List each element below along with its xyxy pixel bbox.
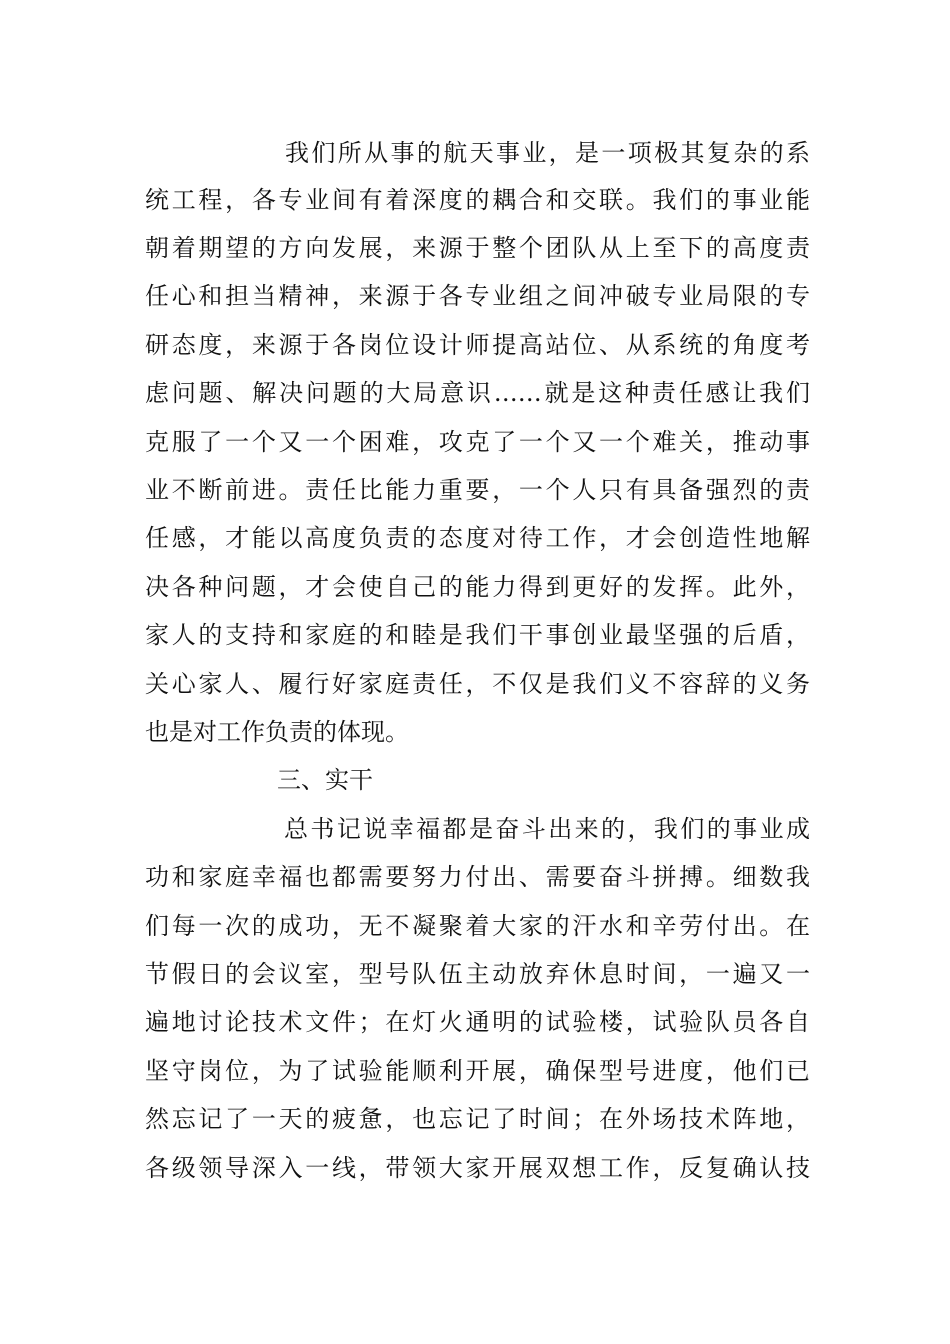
paragraph1-line-2: 统工程，各专业间有着深度的耦合和交联。我们的事业能 bbox=[145, 186, 810, 214]
paragraph1-line-13: 也是对工作负责的体现。 bbox=[145, 718, 409, 746]
paragraph2-line-5: 遍地讨论技术文件；在灯火通明的试验楼，试验队员各自 bbox=[145, 1008, 810, 1036]
paragraph1-line-12: 关心家人、履行好家庭责任，不仅是我们义不容辞的义务 bbox=[145, 670, 810, 698]
paragraph1-line-4: 任心和担当精神，来源于各专业组之间冲破专业局限的专 bbox=[145, 282, 810, 310]
paragraph1-line-1: 我们所从事的航天事业，是一项极其复杂的系 bbox=[285, 139, 810, 167]
paragraph2-line-4: 节假日的会议室，型号队伍主动放弃休息时间，一遍又一 bbox=[145, 960, 810, 988]
paragraph1-line-9: 任感，才能以高度负责的态度对待工作，才会创造性地解 bbox=[145, 524, 810, 552]
paragraph2-line-8: 各级领导深入一线，带领大家开展双想工作，反复确认技 bbox=[145, 1154, 810, 1182]
paragraph1-line-8: 业不断前进。责任比能力重要，一个人只有具备强烈的责 bbox=[145, 476, 810, 504]
paragraph2-line-1: 总书记说幸福都是奋斗出来的，我们的事业成 bbox=[284, 815, 810, 843]
paragraph2-line-2: 功和家庭幸福也都需要努力付出、需要奋斗拼搏。细数我 bbox=[145, 863, 810, 891]
paragraph1-line-11: 家人的支持和家庭的和睦是我们干事创业最坚强的后盾， bbox=[145, 621, 810, 649]
paragraph2-line-3: 们每一次的成功，无不凝聚着大家的汗水和辛劳付出。在 bbox=[145, 912, 810, 940]
paragraph1-line-3: 朝着期望的方向发展，来源于整个团队从上至下的高度责 bbox=[145, 234, 810, 262]
section-heading: 三、实干 bbox=[277, 766, 373, 794]
paragraph1-line-7: 克服了一个又一个困难，攻克了一个又一个难关，推动事 bbox=[145, 428, 810, 456]
paragraph1-line-5: 研态度，来源于各岗位设计师提高站位、从系统的角度考 bbox=[145, 331, 810, 359]
paragraph1-line-10: 决各种问题，才会使自己的能力得到更好的发挥。此外， bbox=[145, 573, 810, 601]
paragraph2-line-6: 坚守岗位，为了试验能顺利开展，确保型号进度，他们已 bbox=[145, 1057, 810, 1085]
paragraph2-line-7: 然忘记了一天的疲惫，也忘记了时间；在外场技术阵地， bbox=[145, 1105, 810, 1133]
paragraph1-line-6: 虑问题、解决问题的大局意识……就是这种责任感让我们 bbox=[145, 379, 810, 407]
